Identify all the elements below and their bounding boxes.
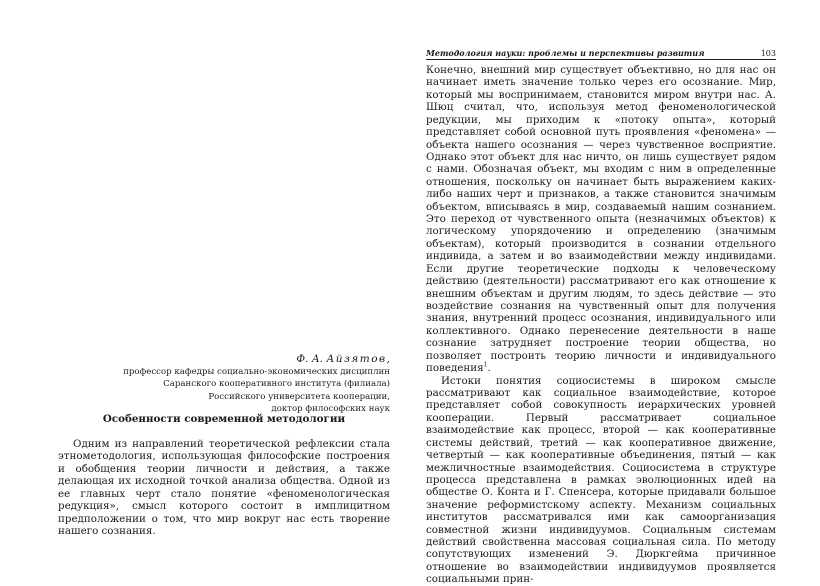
left-paragraph: Одним из направлений теоретической рефлексии стала этнометодология, использующая философские построения и обобщения теории личности и действия, а также делающая их исходной точкой анализа общества. Одной из ее главных черт стало понятие «феноменологическая редукция», смысл которого состоит в имплицитном предположении о том, что мир вокруг нас есть творение нашего сознания. [58, 438, 390, 537]
author-affiliation-line: Саранского кооперативного института (филиала) [163, 379, 390, 390]
right-paragraph-2: Истоки понятия социосистемы в широком смысле рассматривают как социальное взаимодействие, которое представляет собой совокупность иерархических уровней кооперации. Первый рассматривает социальное взаимодействие как процесс, второй — как кооперативные системы действий, третий — как кооперативное движение, четвертый — как кооперативные объединения, пятый — как межличностные взаимодействия. Социосистема в структуре процесса представлена в рамках эволюционных идей на обществе О. Конта и Г. Спенсера, которые придавали большое значение реформистскому аспекту. Механизм социальных институтов рассматривался ими как самоорганизация совместной жизни индивидуумов. Социальным системам действий свойственна массовая социальная сила. По методу сопутствующих изменений Э. Дюркгейма причинное отношение во взаимодействии индивидуумов проявляется социальными прин- [426, 374, 776, 586]
author-block [58, 352, 390, 415]
footnote-mark[interactable]: 1 [483, 361, 488, 369]
left-page [0, 0, 410, 580]
right-paragraph-1-end: . [487, 362, 491, 375]
running-header-title: Методология науки: проблемы и перспективы развития [426, 48, 705, 58]
running-header [426, 48, 776, 60]
author-affiliation-line: профессор кафедры социально-экономических дисциплин [123, 367, 390, 377]
author-initials: Ф. А. [296, 353, 324, 365]
article-title: Особенности современной методологии [102, 413, 346, 425]
right-paragraph-1 [426, 64, 776, 375]
right-body-text [426, 64, 776, 586]
page-number: 103 [760, 49, 776, 58]
author-name-suffix: , [386, 353, 390, 365]
right-page [410, 0, 820, 586]
author-name [58, 352, 390, 366]
author-affiliation-line: доктор философских наук [271, 403, 390, 414]
left-body-text [58, 438, 390, 537]
right-paragraph-1-text: Конечно, внешний мир существует объективно, но для нас он начинает иметь значение только через его осознание. Мир, который мы воспринимаем, становится миром внутри нас. А. Шюц считал, что, используя метод феноменологической редукции, мы приходим к «потоку опыта», который представляет собой основной путь проявления «феномена» — объекта нашего осознания — через чувственное восприятие. Однако этот объект для нас ничто, он лишь существует рядом с нами. Обозначая объект, мы входим с ним в определенные отношения, поскольку он начинает быть выражением каких-либо наших черт и признаков, а также становится значимым объектом, вписываясь в мир, создаваемый нашим сознанием. Это переход от чувственного опыта (незначимых объектов) к логическому упорядочению и определению (значимым объектам), который производится в сознании отдельного индивида, а затем и во взаимодействии между индивидами. Если другие теоретические подходы к человеческому действию (деятельности) рассматривают его как отношение к внешним объектам и другим людям, то здесь действие — это воздействие сознания на чувственный опыт для получения знания, внутренний процесс осознания, индивидуального или коллективного. Однако перенесение деятельности в наше сознание затрудняет построение теории общества, но позволяет построить теорию личности и индивидуального поведения [426, 64, 776, 375]
author-affiliation-line: Российского университета кооперации, [208, 391, 390, 402]
author-surname: Айзятов [326, 353, 387, 365]
